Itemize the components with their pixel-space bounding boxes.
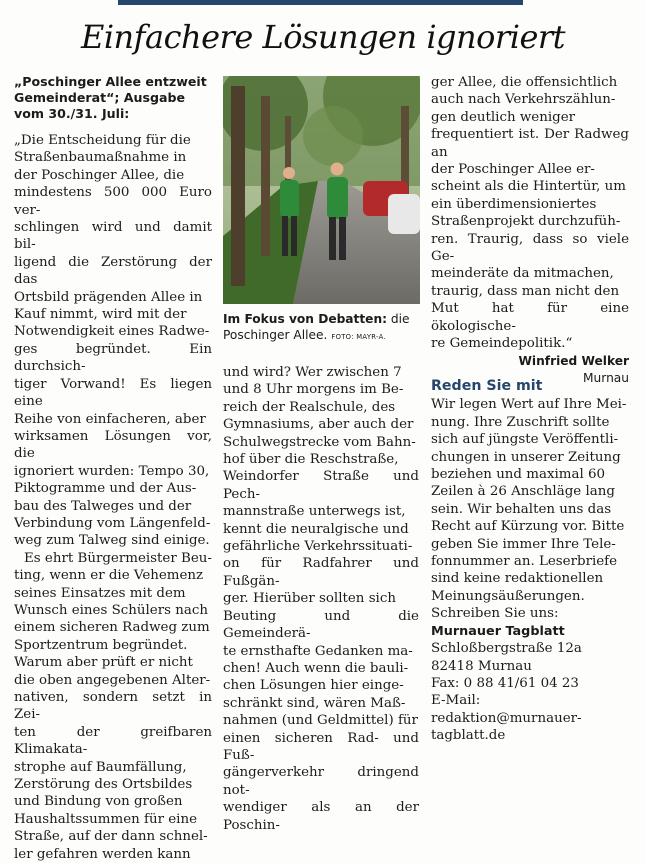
letter-paragraph-2: Es ehrt Bürgermeister Beu- ting, wenn er die Vehemenz seines Einsatzes mit dem Wunsch eines Schülers nach einem sicheren Radweg zum Sportzentrum begründet. Warum aber prüft er nicht die oben angegebenen Alter- nativen, sondern setzt in Zei- ten der greifbaren Klimakata- strophe auf Baumfällung, Zerstörung des Ortsbildes und Bindung von großen Haushaltssummen für eine Straße, auf der dann schnel- ler gefahren werden kann (14, 550, 212, 862)
letter-paragraph-1: „Die Entscheidung für die Straßenbaumaßnahme in der Poschinger Allee, die mindestens 500 000 Euro ver- schlingen wird und damit bil- ligend die Zerstörung der das Ortsbild prägenden Allee in Kauf nimmt, wird mit der Notwendigkeit eines Radwe- ges begründet. Ein durchsich- tiger Vorwand! Es liegen eine Reihe von einfacheren, aber wirksamen Lösungen vor, die ignoriert wurden: Tempo 30, Piktogramme und der Aus- bau des Talweges und der Verbindung vom Längenfeld- weg zum Talweg sind einige. (14, 133, 212, 549)
box-title: Reden Sie mit (431, 378, 543, 394)
email-address-cont[interactable]: tagblatt.de (431, 728, 506, 744)
reden-sie-mit-box (431, 378, 629, 745)
column-1 (14, 74, 212, 863)
news-photo (223, 76, 420, 304)
email-address[interactable]: redaktion@murnauer- (431, 710, 582, 726)
photo-caption: Im Fokus von Debatten: die Poschinger Allee. FOTO: MAYR-A. (223, 312, 410, 342)
photo-illustration (223, 76, 420, 304)
photo-credit: FOTO: MAYR-A. (331, 333, 386, 341)
box-address: Schreiben Sie uns: Murnauer Tagblatt Schloßbergstraße 12a 82418 Murnau Fax: 0 88 41/61 04 23 E-Mail: redaktion@murnauer- tagblatt.de (431, 606, 582, 744)
box-text: Wir legen Wert auf Ihre Mei- nung. Ihre Zuschrift sollte sich auf jüngste Veröffentli- chungen in unserer Zeitung beziehen und maximal 60 Zeilen à 26 Anschläge lang sein. Wir behalten uns das Recht auf Kürzung vor. Bitte geben Sie immer Ihre Tele- fonnummer an. Leserbriefe sind keine redaktionellen Meinungsäußerungen. (431, 397, 627, 604)
newspaper-name: Murnauer Tagblatt (431, 623, 565, 639)
letter-paragraph-4: ger Allee, die offensichtlich auch nach Verkehrszählun- gen deutlich weniger frequentiert ist. Der Radweg an der Poschinger Allee er- scheint als die Hintertür, um ein überdimensioniertes Straßenprojekt durchzufüh- ren. Traurig, dass so viele Ge- meinderäte da mitmachen, traurig, dass man nicht den Mut hat für eine ökologische- re Gemeindepolitik.“ (431, 75, 629, 352)
letter-paragraph-3: und wird? Wer zwischen 7 und 8 Uhr morgens im Be- reich der Realschule, des Gymnasiums, aber auch der Schulwegstrecke vom Bahn- hof über die Reschstraße, Weindorfer Straße und Pech- mannstraße unterwegs ist, kennt die neuralgische und gefährliche Verkehrssituati- on für Radfahrer und Fußgän- ger. Hierüber sollten sich Beuting und die Gemeinderä- te ernsthafte Gedanken ma- chen! Auch wenn die bauli- chen Lösungen hier einge- schränkt sind, wären Maß- nahmen (und Geldmittel) für einen sicheren Rad- und Fuß- gängerverkehr dringend not- wendiger als an der Poschin- (223, 365, 419, 833)
author-name: Winfried Welker (518, 353, 629, 368)
reference-line: „Poschinger Allee entzweit Gemeinderat“; Ausgabe vom 30./31. Juli: (14, 74, 207, 121)
column-3 (431, 74, 629, 387)
author-place: Murnau (583, 370, 629, 385)
headline: Einfachere Lösungen ignoriert (80, 18, 566, 56)
fax-number: Fax: 0 88 41/61 04 23 (431, 675, 579, 691)
top-accent-bar (118, 0, 523, 5)
column-2 (223, 364, 419, 834)
